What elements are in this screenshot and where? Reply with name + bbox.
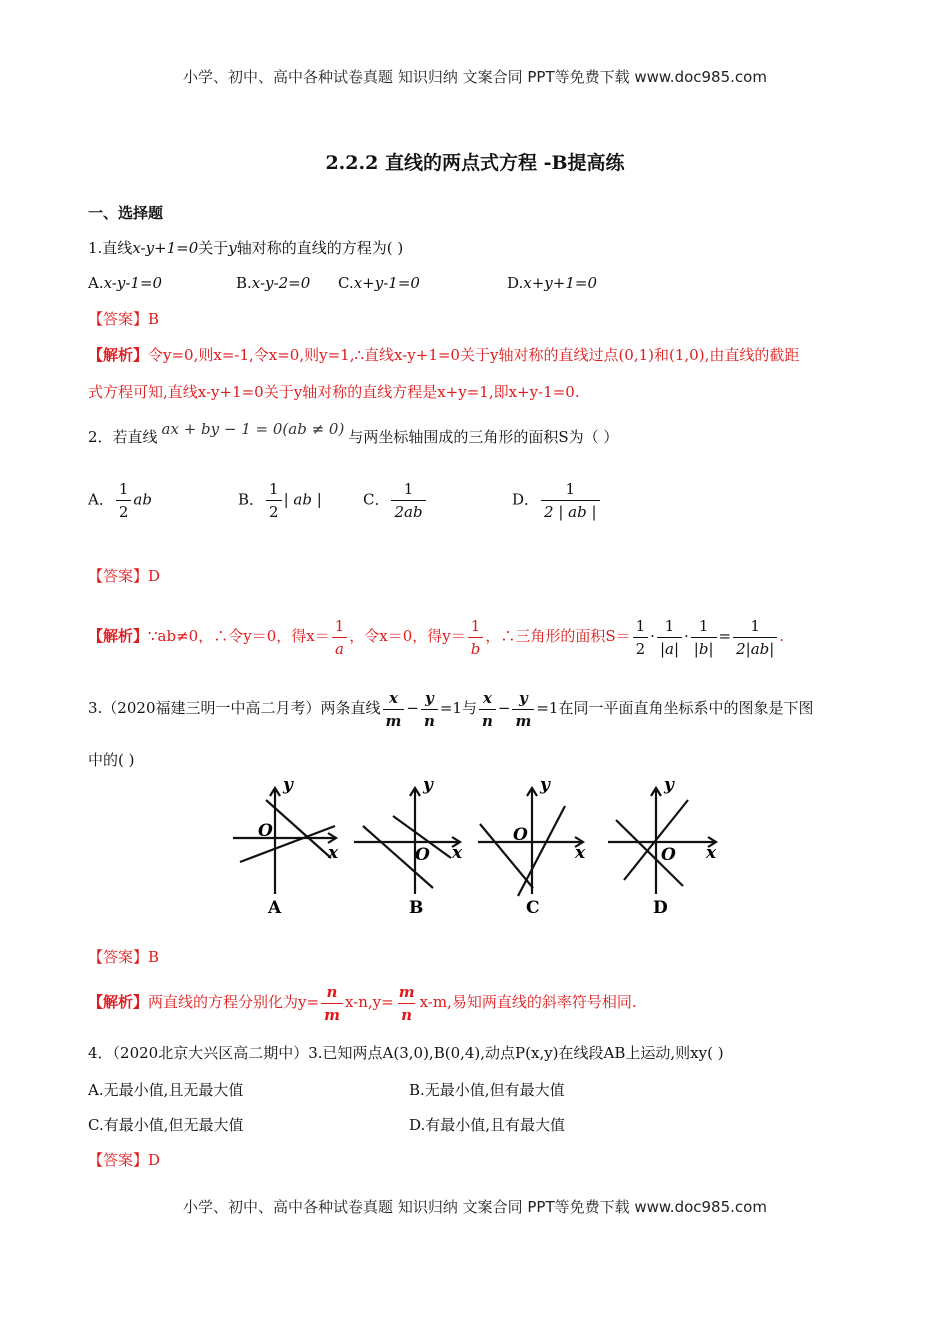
q3-figure-c[interactable] <box>478 788 583 896</box>
svg-text:O: O <box>415 845 430 865</box>
axis-y-label: y <box>283 776 293 795</box>
q2-line-equation: ax + by − 1 = 0(ab ≠ 0) <box>161 420 345 438</box>
q1-option-d[interactable]: D.x+y+1=0 <box>507 274 597 292</box>
q2-option-d[interactable]: D． $\frac{1}{2 | ab |}$ <box>512 480 602 521</box>
figure-label-d: D <box>653 898 668 918</box>
q2-option-c[interactable]: C． $\frac{1}{2ab}$ <box>363 480 428 521</box>
svg-text:y: y <box>664 776 674 795</box>
q1-stem: 1.直线x-y+1=0关于y轴对称的直线的方程为( ) <box>88 239 404 257</box>
q4-option-b[interactable]: B.无最小值,但有最大值 <box>409 1081 565 1099</box>
origin-label: O <box>258 821 273 841</box>
q1-option-c[interactable]: C.x+y-1=0 <box>338 274 420 292</box>
q3-figure-d[interactable] <box>608 788 716 894</box>
q3-answer: 【答案】B <box>88 948 160 966</box>
figure-label-a: A <box>268 898 282 918</box>
svg-text:y: y <box>540 776 550 795</box>
q2-option-a[interactable]: A． $\frac{1}{2}$ ab <box>88 480 152 521</box>
q3-stem-line2: 中的( ) <box>88 751 135 769</box>
q4-option-d[interactable]: D.有最小值,且有最大值 <box>409 1116 566 1134</box>
svg-text:x: x <box>452 843 463 863</box>
figure-label-c: C <box>526 898 540 918</box>
q4-answer: 【答案】D <box>88 1151 161 1169</box>
svg-text:x: x <box>575 843 586 863</box>
header-banner: 小学、初中、高中各种试卷真题 知识归纳 文案合同 PPT等免费下载 www.doc985.com <box>183 68 767 86</box>
q2-stem: 2．若直线 ax + by − 1 = 0(ab ≠ 0) 与两坐标轴围成的三角形的面积S为（ ） <box>88 420 619 446</box>
q1-analysis-line1: 【解析】令y=0,则x=-1,令x=0,则y=1,∴直线x-y+1=0关于y轴对称的直线过点(0,1)和(1,0),由直线的截距 <box>88 346 800 364</box>
footer-banner: 小学、初中、高中各种试卷真题 知识归纳 文案合同 PPT等免费下载 www.doc985.com <box>183 1198 767 1216</box>
q4-option-c[interactable]: C.有最小值,但无最大值 <box>88 1116 244 1134</box>
q3-figure-a[interactable] <box>233 788 336 894</box>
q1-option-b[interactable]: B.x-y-2=0 <box>236 274 311 292</box>
q4-stem: 4．（2020北京大兴区高二期中）3.已知两点A(3,0),B(0,4),动点P(x,y)在线段AB上运动,则xy( ) <box>88 1044 724 1062</box>
q1-analysis-line2: 式方程可知,直线x-y+1=0关于y轴对称的直线方程是x+y=1,即x+y-1=0. <box>88 383 580 401</box>
q3-analysis: 【解析】两直线的方程分别化为y= $\frac{n}{m}$ x-n,y= $\frac{m}{n}$ x-m,易知两直线的斜率符号相同. <box>88 982 637 1024</box>
page-title: 2.2.2 直线的两点式方程 -B提高练 <box>325 152 625 174</box>
q2-option-b[interactable]: B． $\frac{1}{2}$ | ab | <box>238 480 322 521</box>
axis-x-label: x <box>328 843 339 863</box>
q1-answer: 【答案】B <box>88 310 160 328</box>
q4-option-a[interactable]: A.无最小值,且无最大值 <box>88 1081 244 1099</box>
q3-stem: 3.（2020福建三明一中高二月考）两条直线 $\frac{x}{m}$ − $\frac{y}{n}$ =1与 $\frac{x}{n}$ − $\frac{y}{m}$ =1在同一平面直角坐标系中的图象是下图 <box>88 688 814 730</box>
q3-figure-b[interactable] <box>354 788 460 894</box>
section-heading: 一、选择题 <box>88 204 164 222</box>
svg-text:x: x <box>706 843 717 863</box>
svg-text:O: O <box>513 825 528 845</box>
figure-label-b: B <box>409 898 424 918</box>
q2-answer: 【答案】D <box>88 567 161 585</box>
svg-text:y: y <box>423 776 433 795</box>
q3-figures <box>228 776 728 920</box>
q1-option-a[interactable]: A.x-y-1=0 <box>88 274 163 292</box>
svg-text:O: O <box>661 845 676 865</box>
q2-analysis: 【解析】∵ab≠0，∴令y＝0，得x＝ $\frac{1}{a}$ ，令x＝0，得y＝ $\frac{1}{b}$ ，∴三角形的面积S＝ $\frac{1}{2}$ · $\frac{1}{|a|}$ · $\frac{1}{|b|}$ = $\frac{1}{2|ab|}$ . <box>88 616 785 658</box>
